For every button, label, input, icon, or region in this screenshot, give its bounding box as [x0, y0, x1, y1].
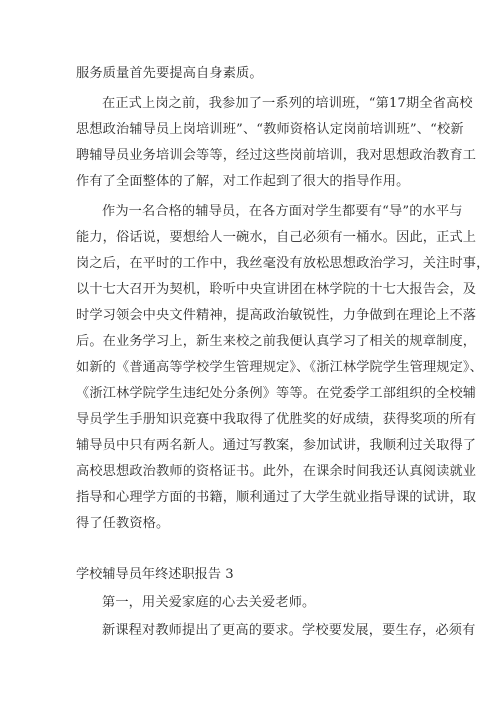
paragraph-line: 得了任教资格。	[76, 516, 170, 531]
paragraph-line: 以十七大召开为契机，聆听中央宣讲团在林学院的十七大报告会，及	[76, 282, 477, 297]
paragraph-line: 时学习领会中央文件精神，提高政治敏锐性，力争做到在理论上不落	[76, 308, 477, 323]
paragraph-line: 思想政治辅导员上岗培训班”、“教师资格认定岗前培训班”、“校新	[76, 122, 464, 137]
paragraph-line: 作有了全面整体的了解，对工作起到了很大的指导作用。	[76, 174, 410, 189]
paragraph-line: 高校思想政治教师的资格证书。此外，在课余时间我还认真阅读就业	[76, 464, 477, 479]
paragraph-line: 如新的《普通高等学校学生管理规定》、《浙江林学院学生管理规定》、	[76, 360, 483, 375]
paragraph-line: 第一，用关爱家庭的心去关爱老师。	[102, 595, 316, 610]
paragraph-line: 导员学生手册知识竞赛中我取得了优胜奖的好成绩，获得奖项的所有	[76, 412, 477, 427]
paragraph-line: 在正式上岗之前，我参加了一系列的培训班，“第17期全省高校	[102, 96, 473, 111]
paragraph-line: 后。在业务学习上，新生来校之前我便认真学习了相关的规章制度，	[76, 334, 477, 349]
paragraph-line: 指导和心理学方面的书籍，顺利通过了大学生就业指导课的试讲，取	[76, 490, 477, 505]
paragraph-line: 服务质量首先要提高自身素质。	[76, 66, 263, 81]
paragraph-line: 新课程对教师提出了更高的要求。学校要发展，要生存，必须有	[102, 623, 476, 638]
paragraph-line: 聘辅导员业务培训会等等，经过这些岗前培训，我对思想政治教育工	[76, 148, 477, 163]
paragraph-line: 作为一名合格的辅导员，在各方面对学生都要有“导”的水平与	[102, 204, 463, 219]
paragraph-line: 《浙江林学院学生违纪处分条例》等等。在党委学工部组织的全校辅	[76, 386, 477, 401]
section-heading: 学校辅导员年终述职报告 3	[76, 567, 234, 582]
paragraph-line: 辅导员中只有两名新人。通过写教案，参加试讲，我顺利过关取得了	[76, 438, 477, 453]
paragraph-line: 岗之后，在平时的工作中，我丝毫没有放松思想政治学习，关注时事，	[76, 256, 490, 271]
paragraph-line: 能力，俗话说，要想给人一碗水，自己必须有一桶水。因此，正式上	[76, 230, 477, 245]
